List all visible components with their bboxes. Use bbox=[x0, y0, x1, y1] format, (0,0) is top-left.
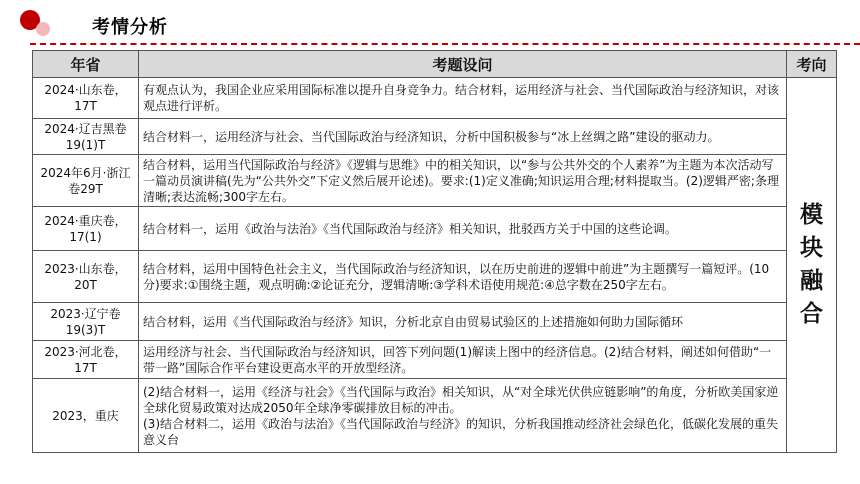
question-cell: 结合材料一，运用经济与社会、当代国际政治与经济知识，分析中国积极参与“冰上丝绸之路”建设的驱动力。 bbox=[139, 119, 787, 155]
table-row bbox=[33, 341, 837, 379]
pink-circle-icon bbox=[36, 22, 50, 36]
table-row bbox=[33, 155, 837, 207]
province-cell: 2024·重庆卷，17(1) bbox=[33, 207, 139, 251]
direction-label: 模块融合 bbox=[800, 202, 823, 327]
table-row bbox=[33, 251, 837, 303]
table-row bbox=[33, 303, 837, 341]
page-title: 考情分析 bbox=[92, 17, 168, 38]
header-divider bbox=[30, 43, 860, 45]
province-cell: 2024年6月·浙江卷29T bbox=[33, 155, 139, 207]
direction-cell bbox=[787, 78, 837, 453]
question-cell: 结合材料一，运用《政治与法治》《当代国际政治与经济》相关知识，批驳西方关于中国的这些论调。 bbox=[139, 207, 787, 251]
slide-header bbox=[0, 0, 860, 44]
question-cell: 有观点认为，我国企业应采用国际标准以提升自身竞争力。结合材料，运用经济与社会、当代国际政治与经济知识，对该观点进行评析。 bbox=[139, 78, 787, 119]
province-cell: 2024·辽吉黑卷19(1)T bbox=[33, 119, 139, 155]
table-row bbox=[33, 119, 837, 155]
column-header-direction: 考向 bbox=[787, 51, 837, 78]
province-cell: 2023，重庆 bbox=[33, 379, 139, 453]
question-cell: 结合材料，运用当代国际政治与经济》《逻辑与思维》中的相关知识，以“参与公共外交的个人素养”为主题为本次活动写一篇动员演讲稿(先为“公共外交”下定义然后展开论述)。要求:(1)定义准确;知识运用合理;材料提取当。(2)逻辑严密;条理清晰;表达流畅;300字左右。 bbox=[139, 155, 787, 207]
exam-analysis-table bbox=[32, 50, 837, 453]
province-cell: 2023·辽宁卷19(3)T bbox=[33, 303, 139, 341]
column-header-province: 年省 bbox=[33, 51, 139, 78]
question-cell bbox=[139, 379, 787, 453]
table-row bbox=[33, 207, 837, 251]
question-cell: 结合材料，运用《当代国际政治与经济》知识，分析北京自由贸易试验区的上述措施如何助力国际循环 bbox=[139, 303, 787, 341]
question-line: (3)结合材料二，运用《政治与法治》《当代国际政治与经济》的知识，分析我国推动经济社会绿色化，低碳化发展的重失意义台 bbox=[143, 416, 779, 447]
question-cell: 运用经济与社会、当代国际政治与经济知识，回答下列问题(1)解读上图中的经济信息。(2)结合材料，阐述如何借助“一带一路”国际合作平台建设更高水平的开放型经济。 bbox=[139, 341, 787, 379]
question-cell: 结合材料，运用中国特色社会主义，当代国际政治与经济知识，以在历史前进的逻辑中前进”为主题撰写一篇短评。(10分)要求:①围绕主题，观点明确:②论证充分，逻辑清晰:③学科术语使用规范:④总字数在250字左右。 bbox=[139, 251, 787, 303]
province-cell: 2023·山东卷，20T bbox=[33, 251, 139, 303]
column-header-question: 考题设问 bbox=[139, 51, 787, 78]
province-cell: 2023·河北卷，17T bbox=[33, 341, 139, 379]
table-row bbox=[33, 78, 837, 119]
question-line: (2)结合材料一，运用《经济与社会》《当代国际与政治》相关知识，从“对全球光伏供应链影响”的角度，分析欧美国家逆全球化贸易政策对达成2050年全球净零碳排放目标的冲击。 bbox=[143, 384, 779, 415]
table-header-row bbox=[33, 51, 837, 78]
table-row bbox=[33, 379, 837, 453]
province-cell: 2024·山东卷，17T bbox=[33, 78, 139, 119]
